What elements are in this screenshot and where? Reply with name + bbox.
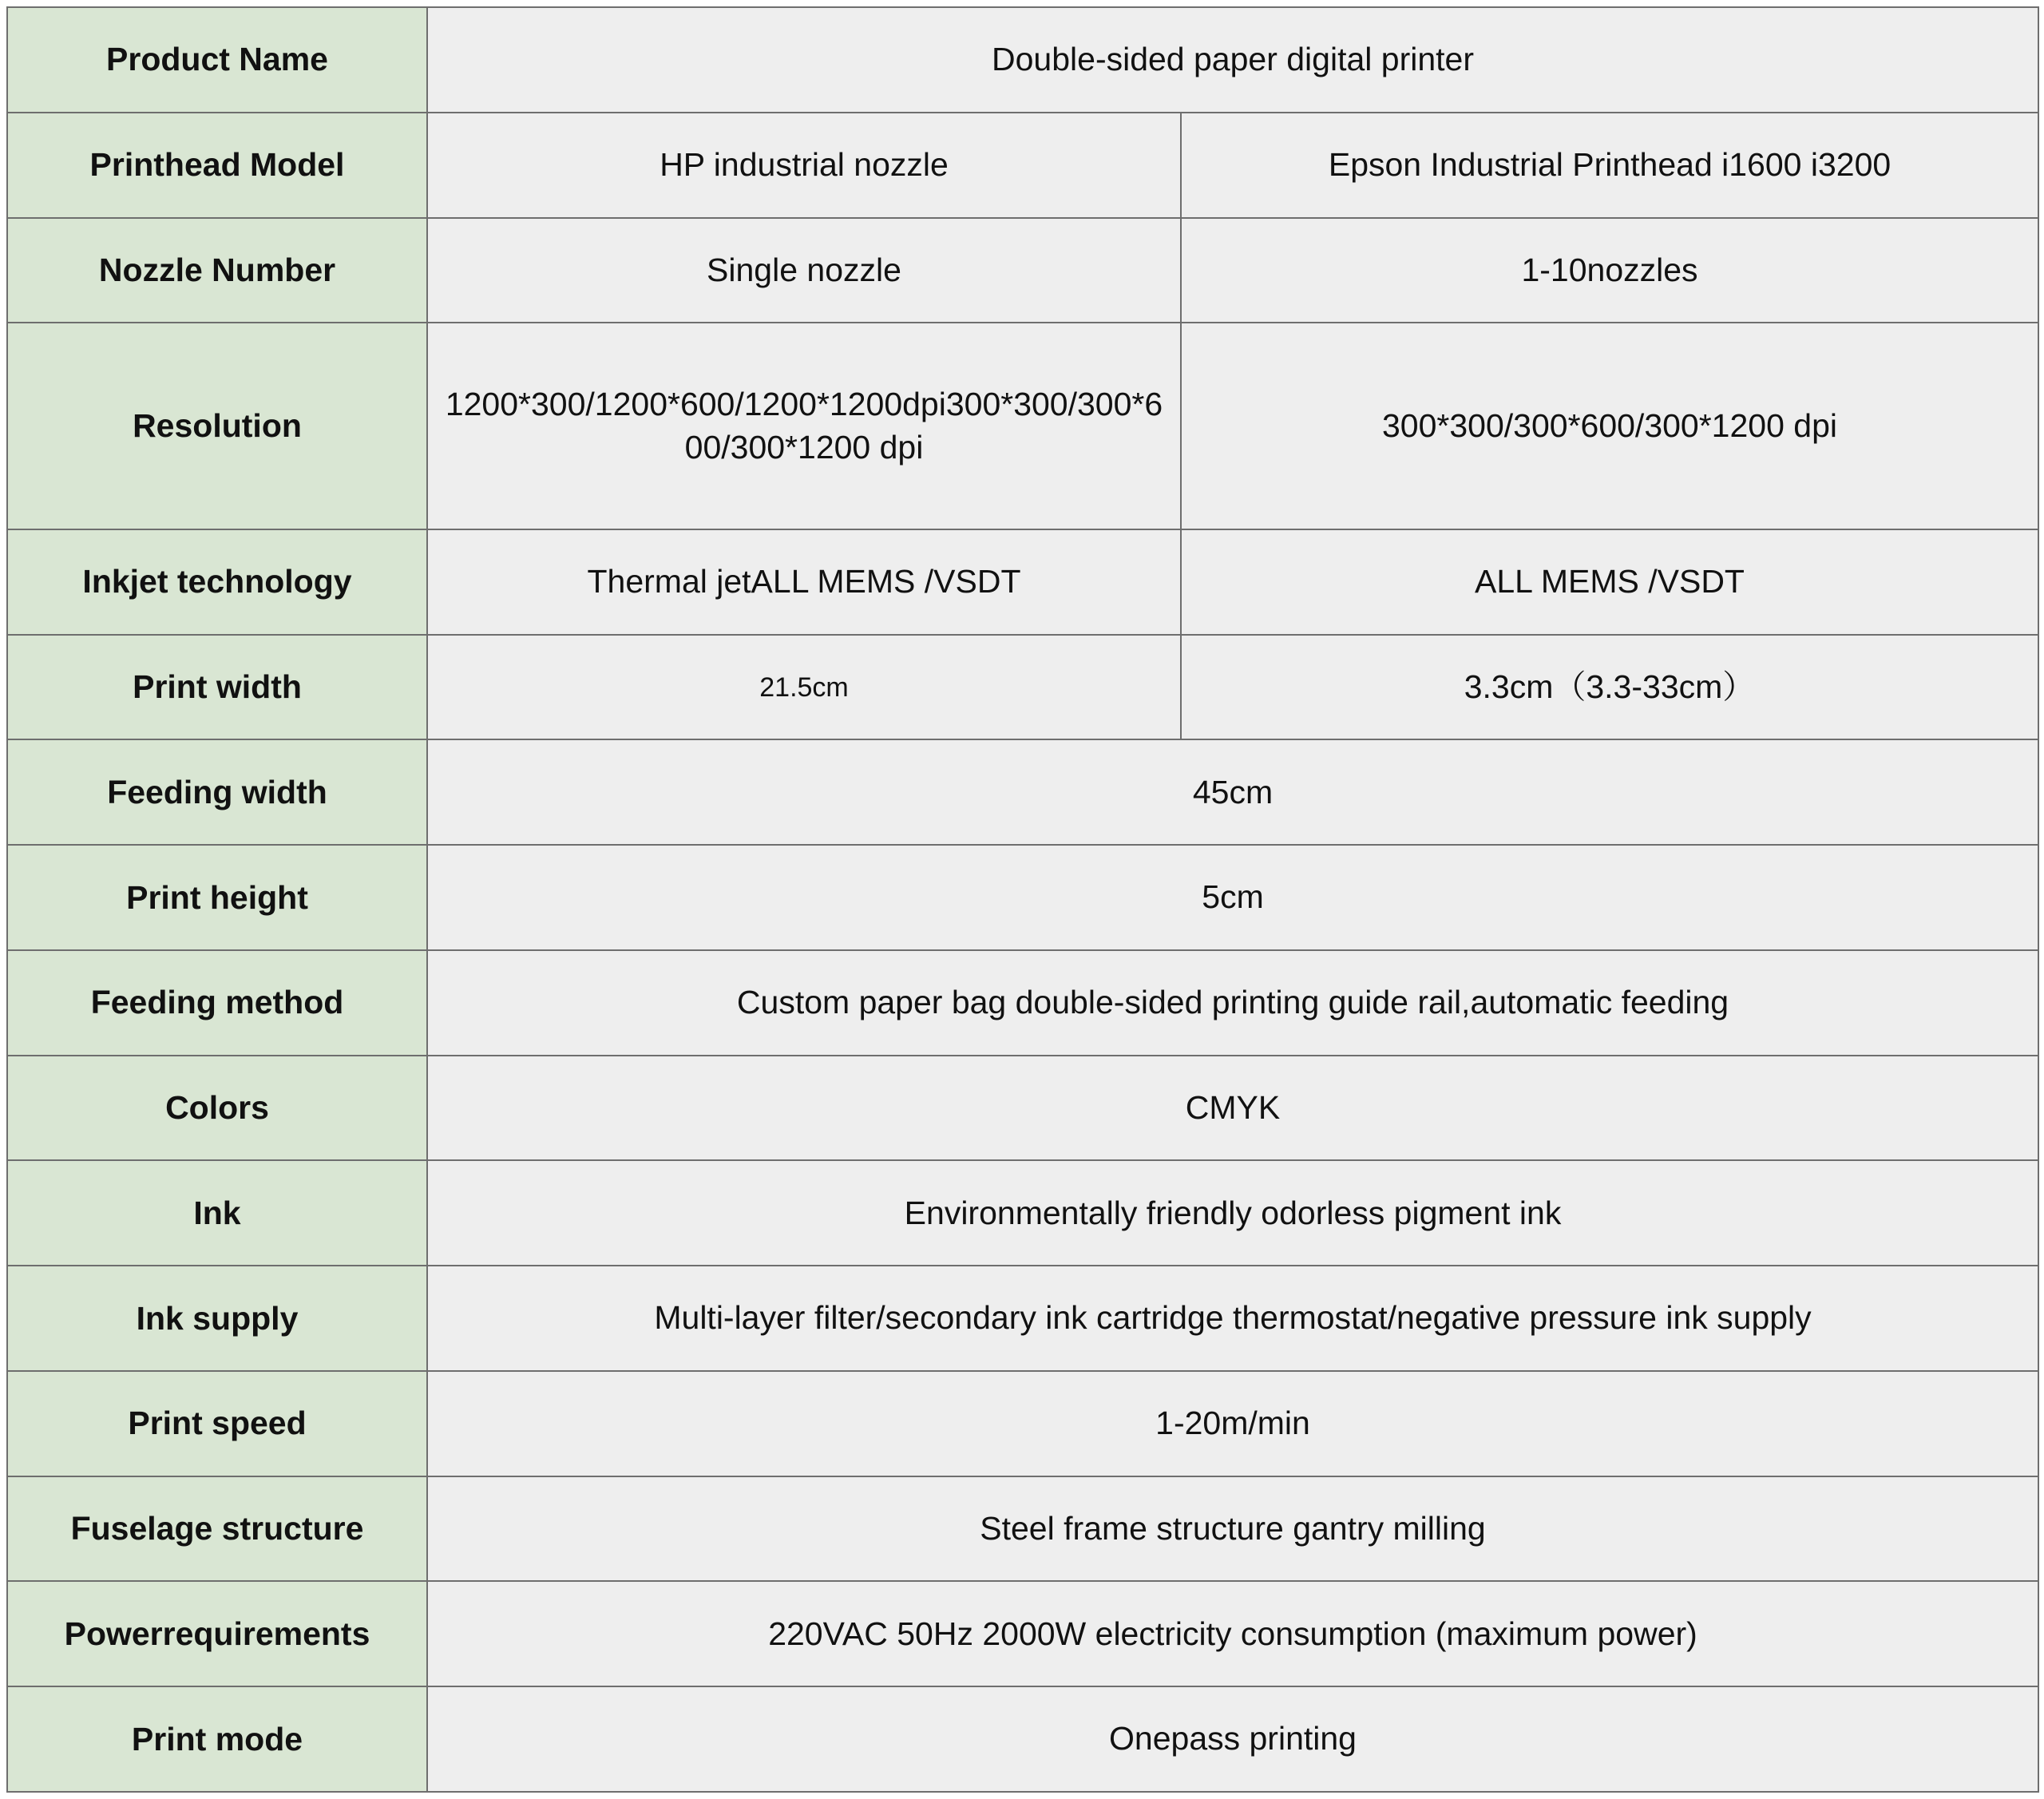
row-label: Print speed (7, 1371, 427, 1476)
row-value: Multi-layer filter/secondary ink cartridge thermostat/negative pressure ink supply (427, 1266, 2038, 1371)
row-label: Print height (7, 845, 427, 950)
table-row (7, 323, 2038, 529)
table-row (7, 739, 2038, 845)
row-value-epson: 3.3cm（3.3-33cm） (1181, 635, 2038, 740)
row-value: CMYK (427, 1056, 2038, 1161)
row-label: Feeding method (7, 950, 427, 1056)
row-label: Ink supply (7, 1266, 427, 1371)
table-row (7, 1160, 2038, 1266)
row-value: Environmentally friendly odorless pigment ink (427, 1160, 2038, 1266)
row-label: Fuselage structure (7, 1476, 427, 1582)
row-value-hp: 1200*300/1200*600/1200*1200dpi300*300/300*600/300*1200 dpi (427, 323, 1181, 529)
row-value-hp: 21.5cm (427, 635, 1181, 740)
row-value-epson: 1-10nozzles (1181, 218, 2038, 323)
row-value: 1-20m/min (427, 1371, 2038, 1476)
row-label: Feeding width (7, 739, 427, 845)
row-value-epson: 300*300/300*600/300*1200 dpi (1181, 323, 2038, 529)
row-value: 5cm (427, 845, 2038, 950)
table-row (7, 7, 2038, 113)
row-value: Custom paper bag double-sided printing guide rail,automatic feeding (427, 950, 2038, 1056)
row-value-epson: ALL MEMS /VSDT (1181, 529, 2038, 635)
row-label: Print width (7, 635, 427, 740)
row-label: Nozzle Number (7, 218, 427, 323)
table-row (7, 635, 2038, 740)
row-value: Double-sided paper digital printer (427, 7, 2038, 113)
row-label: Product Name (7, 7, 427, 113)
table-row (7, 1371, 2038, 1476)
row-value-hp: HP industrial nozzle (427, 113, 1181, 218)
table-row (7, 113, 2038, 218)
row-label: Ink (7, 1160, 427, 1266)
row-label: Powerrequirements (7, 1581, 427, 1686)
row-label: Resolution (7, 323, 427, 529)
row-value: Onepass printing (427, 1686, 2038, 1792)
table-row (7, 529, 2038, 635)
table-row (7, 1476, 2038, 1582)
row-value-hp: Single nozzle (427, 218, 1181, 323)
table-row (7, 950, 2038, 1056)
table-row (7, 845, 2038, 950)
row-value: 220VAC 50Hz 2000W electricity consumption (maximum power) (427, 1581, 2038, 1686)
table-row (7, 1581, 2038, 1686)
row-value: Steel frame structure gantry milling (427, 1476, 2038, 1582)
row-label: Inkjet technology (7, 529, 427, 635)
table-row (7, 1266, 2038, 1371)
table-row (7, 1056, 2038, 1161)
table-row (7, 218, 2038, 323)
row-value: 45cm (427, 739, 2038, 845)
row-value-epson: Epson Industrial Printhead i1600 i3200 (1181, 113, 2038, 218)
row-label: Printhead Model (7, 113, 427, 218)
row-label: Print mode (7, 1686, 427, 1792)
table-row (7, 1686, 2038, 1792)
row-label: Colors (7, 1056, 427, 1161)
spec-table (6, 6, 2039, 1793)
row-value-hp: Thermal jetALL MEMS /VSDT (427, 529, 1181, 635)
